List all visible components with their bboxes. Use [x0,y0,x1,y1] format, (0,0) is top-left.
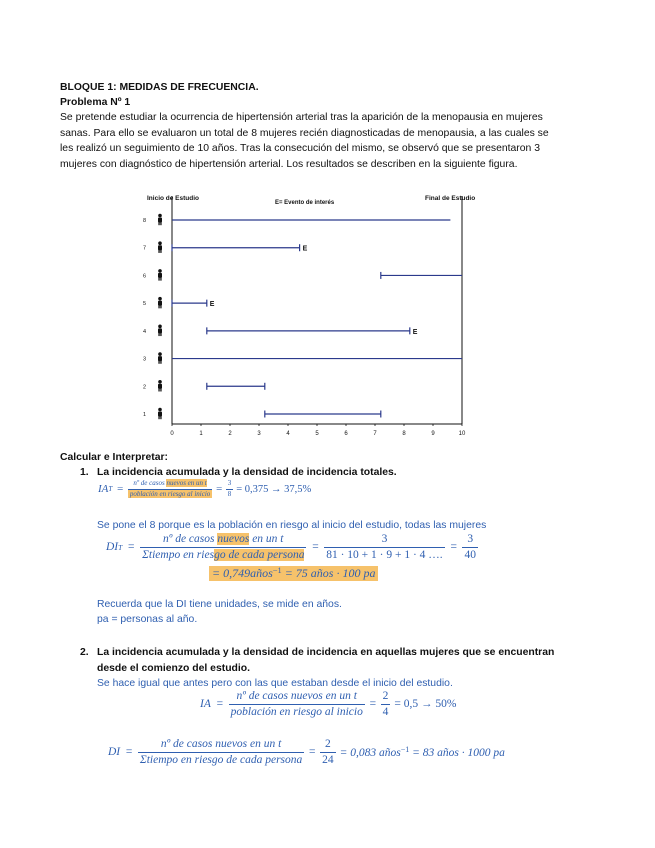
di-total-den [140,547,306,562]
person-icon [158,325,162,337]
ia-total-num [131,480,208,489]
ia-eq: = [215,698,224,711]
di-total-eq3: = [449,541,458,554]
di-total-eq: = [127,541,136,554]
ia-lhs: IA [200,698,211,711]
di-value-den: 24 [322,753,334,766]
person-icon [158,408,162,420]
subject-row-8 [143,214,450,226]
x-tick-label-2: 2 [228,431,232,437]
chart-legend: E= Evento de interés [275,200,335,206]
q1-text: La incidencia acumulada y la densidad de incidencia totales. [97,467,397,478]
x-tick-label-3: 3 [257,431,261,437]
ia-total-value-frac [226,480,234,498]
subject-label-6: 6 [143,273,147,280]
ia-total-value-num: 3 [227,479,232,487]
subject-row-6 [143,269,462,281]
ia-value-num: 2 [382,690,389,702]
x-tick-label-1: 1 [199,431,203,437]
di-total-num [161,533,285,547]
event-marker-5: E [209,301,215,309]
person-icon [158,352,162,364]
note-units: Recuerda que la DI tiene unidades, se mide en años. [97,599,342,610]
q2-text [97,645,602,676]
subject-label-8: 8 [143,218,147,224]
di-total-sub: T [118,542,123,552]
di-total-formula [106,533,478,561]
q2-text-line-1: La incidencia acumulada y la densidad de incidencia en aquellas mujeres que se encuentran [97,647,555,658]
ia-total-value-den: 8 [227,489,232,498]
x-tick-label-5: 5 [315,431,319,437]
person-icon [158,380,162,392]
di-total-eq2: = [311,541,320,554]
ia-den: población en riesgo al inicio [230,705,363,718]
problem-title: Problema Nº 1 [60,97,131,108]
subject-row-3 [143,352,462,364]
di-total-result-a: = 0,749años [212,566,273,581]
di-total-num-hl: nuevos [217,533,250,545]
q2-number: 2. [80,647,89,658]
di-den: Σtiempo en riesgo de cada persona [139,753,303,766]
di-fraction [138,738,304,766]
di-result-exp: −1 [400,745,410,755]
person-icon [158,214,162,226]
x-tick-label-6: 6 [344,431,348,437]
di-total-mid-num: 3 [381,533,388,545]
di-total-num-a: nº de casos [163,533,215,545]
x-tick-label-4: 4 [286,431,290,437]
di-total-den-hl: go de cada persona [214,548,305,561]
person-icon [158,269,162,281]
note-pa: pa = personas al año. [97,614,198,625]
di-lhs: DI [108,746,121,759]
subject-label-1: 1 [143,412,147,418]
ia-eq2: = [368,698,377,711]
tasks-heading: Calcular e Interpretar: [60,452,168,463]
di-formula [108,738,505,766]
person-icon [158,241,162,253]
di-result-a: = 0,083 años [339,747,401,760]
answer2-intro: Se hace igual que antes pero con las que estaban desde el inicio del estudio. [97,678,453,689]
x-tick-label-9: 9 [431,431,435,437]
x-tick-label-0: 0 [170,431,174,437]
di-total-den-a: Σtiempo en ries [142,548,215,561]
subject-row-5 [143,297,215,309]
di-total-mid-frac [324,533,444,561]
subject-label-5: 5 [143,301,147,308]
label-end-study: Final de Estudio [425,195,476,202]
event-marker-4: E [412,328,418,336]
intro-line-1: Se pretende estudiar la ocurrencia de hipertensión arterial tras la aparición de la menopausia en mujeres [60,112,543,123]
ia-num: nº de casos nuevos en un t [236,690,357,702]
di-value-frac [320,738,336,766]
ia-total-eq: = [116,483,124,496]
intro-line-2: sanas. Para ello se evaluaron un total de 8 mujeres recién diagnosticadas de menopausia, a las cuales se [60,127,549,139]
di-total-lhs: DI [106,541,119,554]
block-title: BLOQUE 1: MEDIDAS DE FRECUENCIA. [60,82,259,93]
di-eq: = [125,746,133,759]
ia-total-formula [98,480,311,498]
label-start-study: Inicio de Estudio [147,195,200,202]
di-eq2: = [308,746,317,759]
di-total-result-b: = 75 años · 100 pa [281,566,376,581]
di-value-num: 2 [324,738,331,750]
di-total-num-b: en un t [252,533,284,545]
subject-rows [143,214,462,420]
intro-line-3: les realizó un seguimiento de 10 años. Tras la consecución del mismo, se observó que se presentaron 3 [60,143,540,154]
ia-total-sub: T [108,485,113,494]
di-total-fraction [140,533,306,561]
intro-line-4: mujeres con diagnóstico de hipertensión arterial. Los resultados se describen en la siguiente figura. [60,158,518,170]
timeline-chart [135,188,485,448]
ia-total-num-a: nº de casos [133,479,165,487]
ia-total-result: = 0,375 → 37,5% [236,483,312,495]
x-tick-label-10: 10 [458,431,466,437]
ia-value-den: 4 [382,705,389,718]
ia-value-frac [381,690,391,718]
event-marker-7: E [302,245,308,253]
x-tick-label-7: 7 [373,431,377,437]
subject-row-7 [143,241,308,253]
person-icon [158,297,162,309]
di-total-mid-den: 81 · 10 + 1 · 9 + 1 · 4 …. [326,548,443,561]
subject-row-4 [143,325,418,337]
di-total-result [209,566,378,581]
intro-paragraph [60,110,600,172]
x-tick-label-8: 8 [402,431,406,437]
ia-total-fraction [128,480,213,498]
di-result-b: = 83 años · 1000 pa [409,747,505,760]
subject-label-7: 7 [143,245,147,252]
di-total-final-den: 40 [464,548,476,561]
subject-label-2: 2 [143,384,147,391]
di-total-final-num: 3 [467,533,474,545]
ia-total-lhs: IA [98,483,109,496]
di-num: nº de casos nuevos en un t [160,738,282,750]
di-result [340,745,505,759]
x-ticks [170,424,466,437]
ia-formula [200,690,456,718]
ia-total-den: población en riesgo al inicio [129,489,211,498]
ia-total-eq2: = [215,483,223,496]
ia-result: = 0,5 → 50% [394,698,457,711]
subject-label-4: 4 [143,328,147,335]
q2-text-line-2: desde el comienzo del estudio. [97,662,251,674]
subject-row-2 [143,380,265,392]
di-total-final-frac [462,533,478,561]
note-population: Se pone el 8 porque es la población en riesgo al inicio del estudio, todas las mujeres [97,520,487,531]
ia-total-num-hl: nuevos en un t [166,479,207,487]
di-total-result-exp: −1 [272,566,282,575]
subject-row-1 [143,408,381,420]
subject-label-3: 3 [143,356,147,363]
q1-number: 1. [80,467,89,478]
ia-fraction [229,690,365,718]
